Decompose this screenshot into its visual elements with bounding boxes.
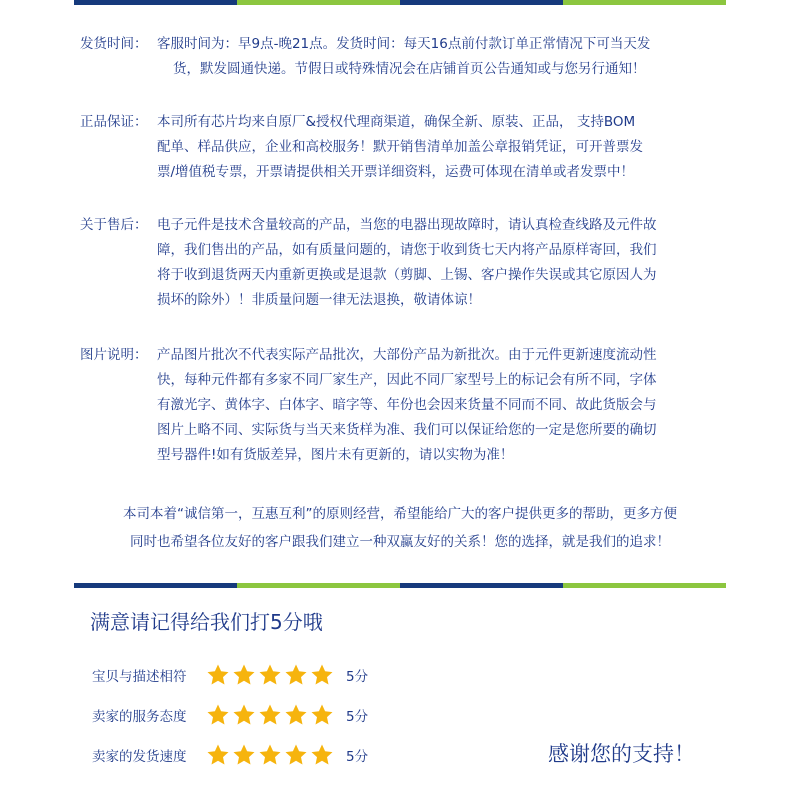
- star-icon: [206, 703, 230, 727]
- star-icon: [232, 663, 256, 687]
- text-line: 快，每种元件都有多家不同厂家生产，因此不同厂家型号上的标记会有所不同，字体: [157, 372, 657, 388]
- shipping-time-section: [80, 32, 720, 82]
- section-label: 发货时间：: [80, 36, 148, 52]
- text-line: 将于收到退货两天内重新更换或是退款（剪脚、上锡、客户操作失误或其它原因人为: [157, 267, 657, 283]
- top-divider-stripe: [74, 0, 726, 5]
- section-label: 关于售后：: [80, 217, 148, 233]
- section-label: 正品保证：: [80, 114, 148, 130]
- thank-you-message: 感谢您的支持！: [548, 742, 695, 766]
- rating-label: 卖家的发货速度: [92, 749, 187, 765]
- section-body: [157, 343, 720, 468]
- star-rating: [206, 663, 336, 687]
- section-body: [157, 32, 720, 82]
- text-line: 客服时间为：早9点-晚21点。发货时间：每天16点前付款订单正常情况下可当天发: [157, 36, 651, 52]
- rating-score: 5分: [346, 669, 369, 685]
- rating-row-description-match: [92, 660, 368, 690]
- star-icon: [232, 703, 256, 727]
- text-line: 电子元件是技术含量较高的产品，当您的电器出现故障时，请认真检查线路及元件故: [157, 217, 657, 233]
- star-rating: [206, 703, 336, 727]
- star-icon: [258, 703, 282, 727]
- rating-score: 5分: [346, 749, 369, 765]
- section-label: 图片说明：: [80, 347, 148, 363]
- rating-row-service-attitude: [92, 700, 368, 730]
- closing-statement: [0, 500, 800, 556]
- star-icon: [310, 703, 334, 727]
- star-icon: [258, 743, 282, 767]
- star-rating: [206, 743, 336, 767]
- text-line: 障，我们售出的产品，如有质量问题的，请您于收到货七天内将产品原样寄回，我们: [157, 242, 657, 258]
- star-icon: [284, 703, 308, 727]
- text-line: 同时也希望各位友好的客户跟我们建立一种双赢友好的关系！您的选择，就是我们的追求！: [130, 534, 670, 550]
- text-line: 配单、样品供应，企业和高校服务！默开销售清单加盖公章报销凭证，可开普票发: [157, 139, 643, 155]
- after-sales-section: [80, 213, 720, 313]
- star-icon: [310, 663, 334, 687]
- text-line: 票/增值税专票，开票请提供相关开票详细资料，运费可体现在清单或者发票中！: [157, 164, 635, 180]
- image-notice-section: [80, 343, 720, 468]
- text-line: 本司所有芯片均来自原厂&授权代理商渠道，确保全新、原装、正品， 支持BOM: [157, 114, 636, 130]
- star-icon: [232, 743, 256, 767]
- text-line: 本司本着“诚信第一，互惠互利”的原则经营，希望能给广大的客户提供更多的帮助，更多方便: [123, 506, 677, 522]
- authenticity-guarantee-section: [80, 110, 720, 185]
- rating-label: 宝贝与描述相符: [92, 669, 187, 685]
- text-line: 图片上略不同、实际货与当天来货样为准、我们可以保证给您的一定是您所要的确切: [157, 422, 657, 438]
- star-icon: [206, 663, 230, 687]
- rating-row-shipping-speed: [92, 740, 368, 770]
- star-icon: [258, 663, 282, 687]
- text-line: 型号器件!如有货版差异，图片未有更新的，请以实物为准！: [157, 447, 514, 463]
- rating-title: 满意请记得给我们打5分哦: [90, 610, 323, 634]
- section-body: [157, 110, 720, 185]
- star-icon: [206, 743, 230, 767]
- section-divider-stripe: [74, 583, 726, 588]
- rating-score: 5分: [346, 709, 369, 725]
- star-icon: [284, 663, 308, 687]
- star-icon: [284, 743, 308, 767]
- section-body: [157, 213, 720, 313]
- text-line: 损坏的除外）！非质量问题一律无法退换，敬请体谅！: [157, 292, 481, 308]
- star-icon: [310, 743, 334, 767]
- text-line: 货，默发圆通快递。节假日或特殊情况会在店铺首页公告通知或与您另行通知！: [173, 61, 646, 77]
- text-line: 产品图片批次不代表实际产品批次，大部份产品为新批次。由于元件更新速度流动性: [157, 347, 657, 363]
- text-line: 有激光字、黄体字、白体字、暗字等、年份也会因来货量不同而不同、故此货版会与: [157, 397, 657, 413]
- rating-label: 卖家的服务态度: [92, 709, 187, 725]
